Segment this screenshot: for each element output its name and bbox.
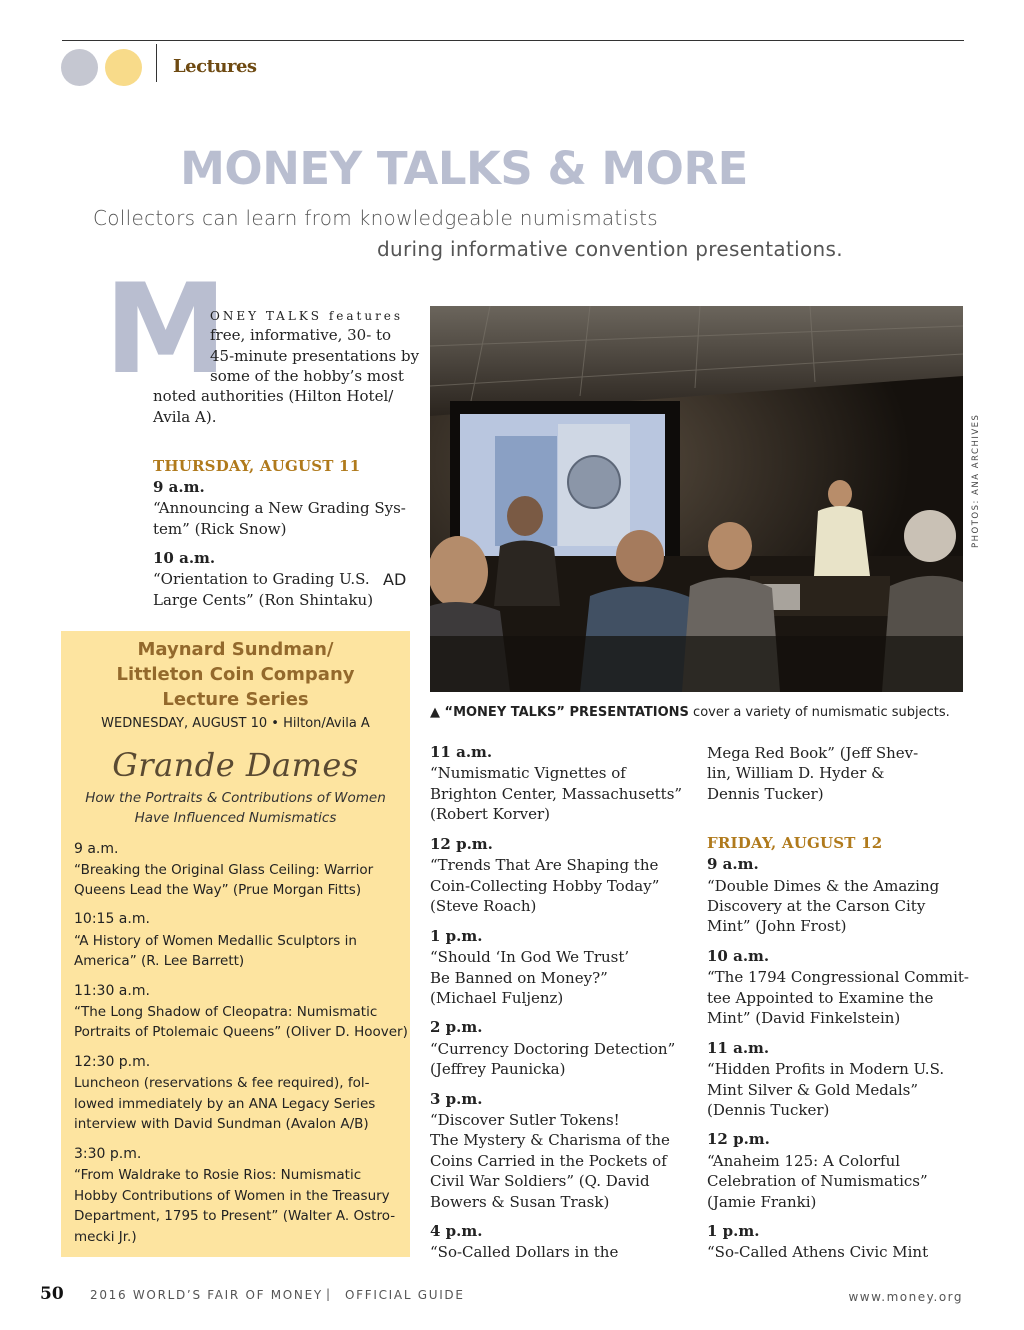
lecture-title: mecki Jr.)	[74, 1229, 137, 1245]
lecture-title: tee Appointed to Examine the	[707, 989, 934, 1007]
intro-line: some of the hobby’s most	[210, 367, 404, 385]
lecture-title: The Mystery & Charisma of the	[430, 1131, 670, 1149]
lecture-title: Department, 1795 to Present” (Walter A. Ostro-	[74, 1208, 396, 1224]
lecture-title: Discovery at the Carson City	[707, 897, 926, 915]
lecture-title: Coins Carried in the Pockets of	[430, 1152, 667, 1170]
series-name: Grande Dames	[112, 746, 359, 784]
lecture-title: Hobby Contributions of Women in the Treasury	[74, 1188, 390, 1204]
lecture-series-date: WEDNESDAY, AUGUST 10 • Hilton/Avila A	[101, 716, 370, 731]
lecture-title: “The 1794 Congressional Commit-	[707, 968, 969, 986]
lecture-title: Celebration of Numismatics”	[707, 1172, 928, 1190]
lecture-time: 10 a.m.	[153, 549, 216, 567]
lecture-title: “So-Called Athens Civic Mint	[707, 1243, 929, 1261]
article-subtitle-line-2: during informative convention presentations.	[377, 237, 843, 261]
lecture-title: America” (R. Lee Barrett)	[74, 953, 245, 969]
lecture-time: 12 p.m.	[430, 835, 493, 853]
lecture-title: Be Banned on Money?”	[430, 969, 608, 987]
footer-publication: 2016 WORLD’S FAIR OF MONEY	[90, 1288, 323, 1302]
ad-label: AD	[383, 570, 407, 589]
lecture-time: 2 p.m.	[430, 1018, 483, 1036]
lecture-time: 10 a.m.	[707, 947, 770, 965]
lecture-title: (Steve Roach)	[430, 897, 537, 915]
intro-line: ONEY TALKS features	[210, 309, 404, 323]
lecture-title: “So-Called Dollars in the	[430, 1243, 619, 1261]
lecture-title: Bowers & Susan Trask)	[430, 1193, 610, 1211]
lecture-title: interview with David Sundman (Avalon A/B)	[74, 1116, 369, 1132]
gray-dot-ornament	[61, 49, 98, 86]
lecture-title: “Orientation to Grading U.S.	[153, 570, 370, 588]
lecture-time: 11:30 a.m.	[74, 983, 150, 999]
friday-heading: FRIDAY, AUGUST 12	[707, 834, 883, 852]
lecture-time: 9 a.m.	[707, 855, 759, 873]
continued-text: Dennis Tucker)	[707, 785, 824, 803]
lecture-title: (Dennis Tucker)	[707, 1101, 830, 1119]
lecture-title: Large Cents” (Ron Shintaku)	[153, 591, 374, 609]
section-label: Lectures	[173, 56, 257, 77]
lecture-title: “Trends That Are Shaping the	[430, 856, 659, 874]
header-rule	[62, 40, 964, 41]
thursday-heading: THURSDAY, AUGUST 11	[153, 457, 361, 475]
lecture-title: “The Long Shadow of Cleopatra: Numismatic	[74, 1004, 378, 1020]
series-subtitle: How the Portraits & Contributions of Women Have Influenced Numismatics	[85, 790, 386, 826]
lecture-title: (Michael Fuljenz)	[430, 989, 564, 1007]
lecture-title: “Announcing a New Grading Sys-	[153, 499, 406, 517]
continued-text: Mega Red Book” (Jeff Shev-	[707, 744, 919, 762]
lecture-time: 1 p.m.	[707, 1222, 760, 1240]
header-divider	[156, 44, 157, 82]
lecture-title: Civil War Soldiers” (Q. David	[430, 1172, 650, 1190]
lecture-title: Mint” (John Frost)	[707, 917, 847, 935]
continued-text: lin, William D. Hyder &	[707, 764, 885, 782]
lecture-title: tem” (Rick Snow)	[153, 520, 287, 538]
lecture-time: 3:30 p.m.	[74, 1146, 142, 1162]
lecture-title: Coin-Collecting Hobby Today”	[430, 877, 660, 895]
lecture-time: 9 a.m.	[153, 478, 205, 496]
lecture-room-illustration	[430, 306, 963, 692]
lecture-title: (Robert Korver)	[430, 805, 550, 823]
page-number: 50	[40, 1284, 64, 1304]
lecture-time: 11 a.m.	[430, 743, 493, 761]
footer-guide: OFFICIAL GUIDE	[345, 1288, 465, 1302]
lecture-photo	[430, 306, 963, 692]
lecture-title: “Should ‘In God We Trust’	[430, 948, 630, 966]
lecture-title: “Currency Doctoring Detection”	[430, 1040, 676, 1058]
lecture-title: Luncheon (reservations & fee required), fol-	[74, 1075, 370, 1091]
lecture-time: 3 p.m.	[430, 1090, 483, 1108]
photo-credit: PHOTOS: ANA ARCHIVES	[971, 413, 981, 548]
lecture-time: 9 a.m.	[74, 841, 119, 857]
lecture-title: Brighton Center, Massachusetts”	[430, 785, 683, 803]
footer-separator: |	[326, 1287, 331, 1301]
lecture-title: Queens Lead the Way” (Prue Morgan Fitts)	[74, 882, 362, 898]
lecture-series-title: Maynard Sundman/ Littleton Coin Company Lecture Series	[116, 639, 355, 710]
intro-line: noted authorities (Hilton Hotel/	[153, 387, 394, 405]
lecture-title: (Jamie Franki)	[707, 1193, 817, 1211]
intro-line: free, informative, 30- to	[210, 326, 392, 344]
footer-website: www.money.org	[848, 1290, 963, 1304]
lecture-title: “Breaking the Original Glass Ceiling: Warrior	[74, 862, 374, 878]
lecture-title: Mint Silver & Gold Medals”	[707, 1081, 919, 1099]
lecture-time: 12 p.m.	[707, 1130, 770, 1148]
lecture-time: 10:15 a.m.	[74, 911, 150, 927]
lecture-title: Mint” (David Finkelstein)	[707, 1009, 901, 1027]
lecture-title: Portraits of Ptolemaic Queens” (Oliver D. Hoover)	[74, 1024, 408, 1040]
drop-cap: M	[104, 258, 228, 402]
lecture-title: “Double Dimes & the Amazing	[707, 877, 940, 895]
lecture-time: 1 p.m.	[430, 927, 483, 945]
lecture-title: “A History of Women Medallic Sculptors in	[74, 933, 357, 949]
intro-line: 45-minute presentations by	[210, 347, 420, 365]
lecture-title: “Discover Sutler Tokens!	[430, 1111, 620, 1129]
article-subtitle-line-1: Collectors can learn from knowledgeable numismatists	[93, 206, 659, 230]
lecture-title: lowed immediately by an ANA Legacy Series	[74, 1096, 376, 1112]
lecture-title: “Hidden Profits in Modern U.S.	[707, 1060, 945, 1078]
lecture-time: 4 p.m.	[430, 1222, 483, 1240]
lecture-time: 11 a.m.	[707, 1039, 770, 1057]
lecture-time: 12:30 p.m.	[74, 1054, 151, 1070]
lecture-title: (Jeffrey Paunicka)	[430, 1060, 566, 1078]
lecture-title: “Anaheim 125: A Colorful	[707, 1152, 901, 1170]
yellow-dot-ornament	[105, 49, 142, 86]
article-title: MONEY TALKS & MORE	[180, 142, 748, 195]
intro-line: Avila A).	[153, 408, 217, 426]
photo-caption: ▲ “MONEY TALKS” PRESENTATIONS cover a variety of numismatic subjects.	[430, 705, 950, 720]
lecture-title: “From Waldrake to Rosie Rios: Numismatic	[74, 1167, 362, 1183]
lecture-title: “Numismatic Vignettes of	[430, 764, 626, 782]
